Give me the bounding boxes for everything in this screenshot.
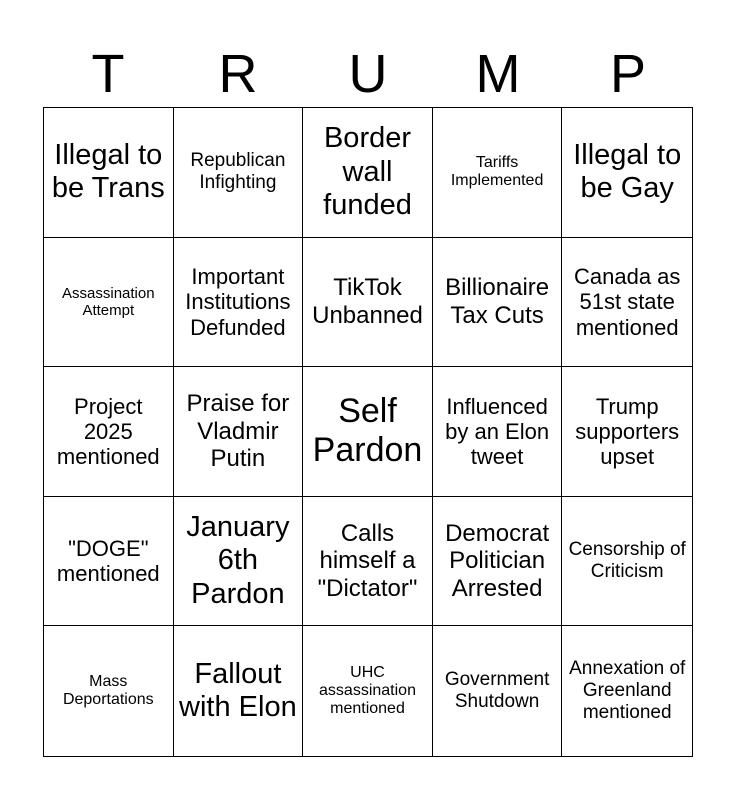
bingo-cell[interactable]: Illegal to be Trans [44,108,174,238]
bingo-cell[interactable]: "DOGE" mentioned [44,497,174,627]
bingo-cell[interactable]: Mass Deportations [44,626,174,756]
header-letter-r: R [218,44,258,104]
bingo-cell[interactable]: Billionaire Tax Cuts [433,238,563,368]
bingo-cell[interactable]: UHC assassination mentioned [303,626,433,756]
bingo-cell[interactable]: Illegal to be Gay [562,108,692,238]
bingo-cell[interactable]: Democrat Politician Arrested [433,497,563,627]
bingo-cell[interactable]: Influenced by an Elon tweet [433,367,563,497]
header-letter-m: M [475,44,521,104]
bingo-cell[interactable]: Republican Infighting [174,108,304,238]
bingo-cell[interactable]: Project 2025 mentioned [44,367,174,497]
header-letter-t: T [91,44,125,104]
bingo-cell[interactable]: Tariffs Implemented [433,108,563,238]
bingo-cell[interactable]: Calls himself a "Dictator" [303,497,433,627]
bingo-board [43,107,693,757]
bingo-cell[interactable]: Annexation of Greenland mentioned [569,658,686,724]
header-letter-p: P [609,44,647,104]
bingo-cell free-space[interactable]: Self Pardon [303,367,433,497]
bingo-cell[interactable]: Border wall funded [303,108,433,238]
bingo-header [43,40,693,108]
bingo-cell[interactable]: Praise for Vladmir Putin [174,367,304,497]
bingo-cell[interactable]: Government Shutdown [433,626,563,756]
bingo-cell[interactable]: Censorship of Criticism [562,497,692,627]
bingo-cell[interactable]: Important Institutions Defunded [174,238,304,368]
bingo-cell[interactable]: Fallout with Elon [174,626,304,756]
bingo-cell[interactable]: Canada as 51st state mentioned [562,238,692,368]
bingo-cell[interactable]: Assassination Attempt [44,238,174,368]
bingo-cell[interactable]: TikTok Unbanned [303,238,433,368]
header-letter-u: U [348,44,388,104]
bingo-cell[interactable]: January 6th Pardon [174,497,304,627]
bingo-cell[interactable]: Trump supporters upset [562,367,692,497]
